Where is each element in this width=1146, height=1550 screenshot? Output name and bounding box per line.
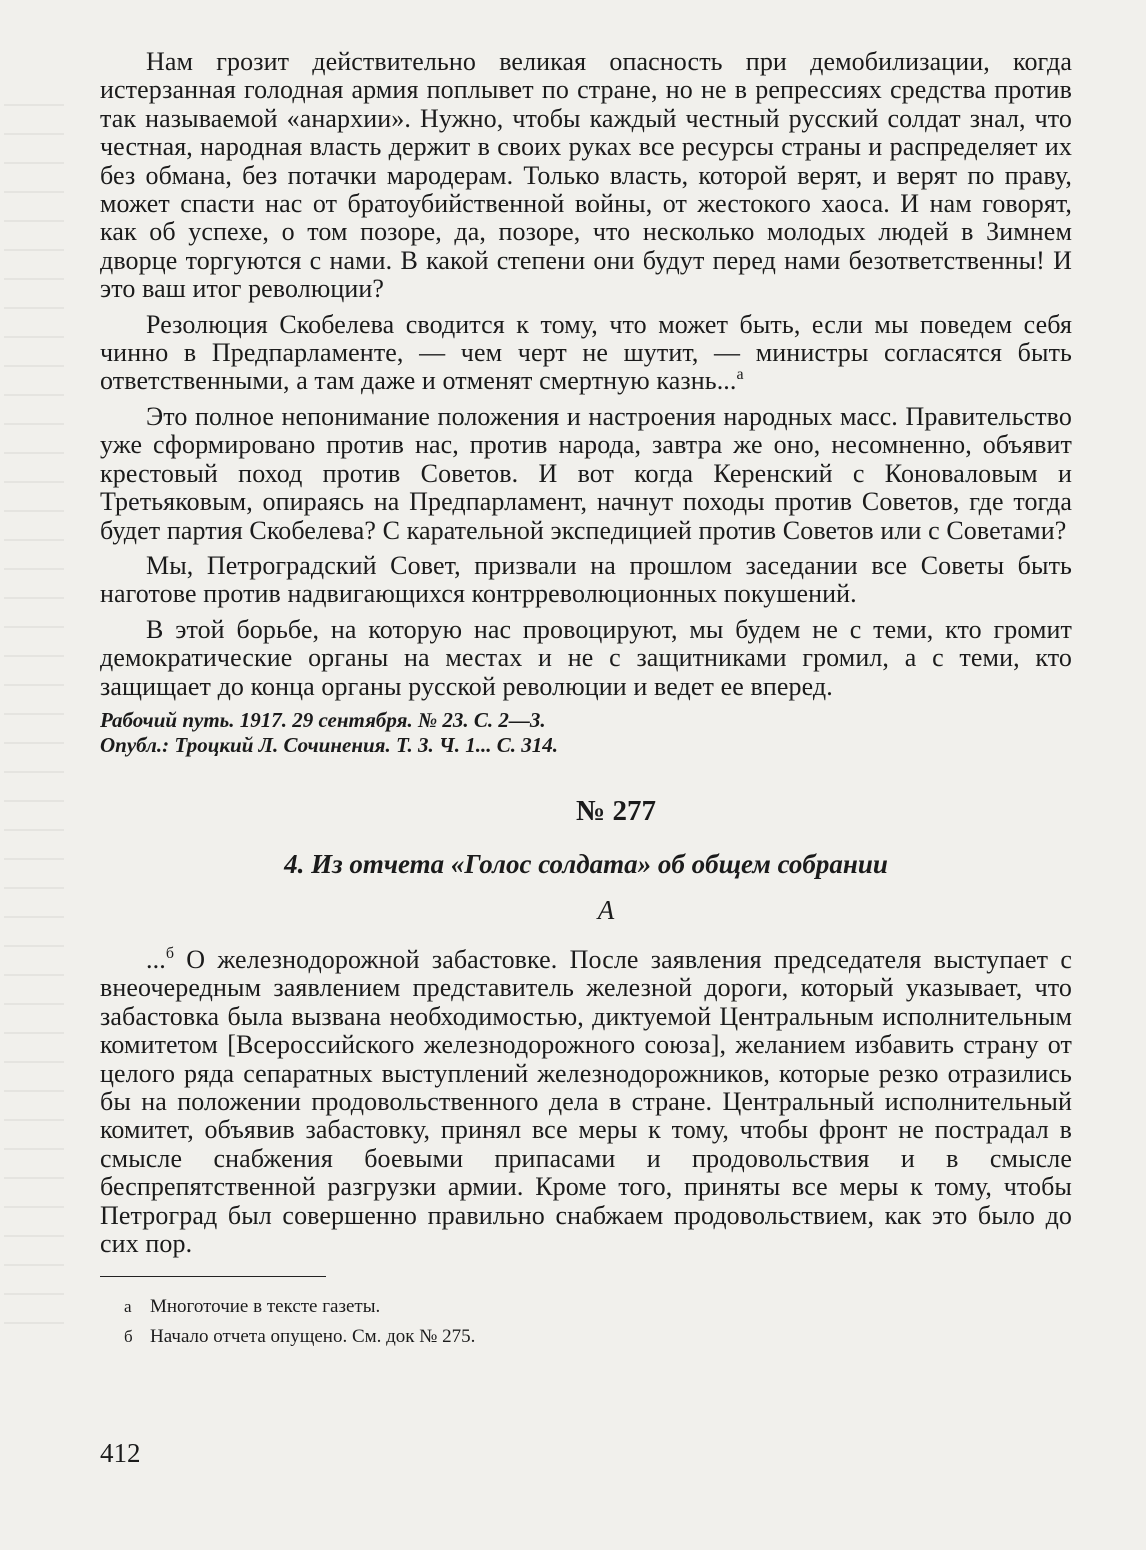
footnote-b: [100, 1325, 1072, 1349]
paragraph-4: Мы, Петроградский Совет, призвали на прошлом заседании все Советы быть наготове против надвигающихся контрреволюционных покушений.: [100, 550, 1072, 609]
source-line-1: Рабочий путь. 1917. 29 сентября. № 23. С. 2—3.: [100, 707, 546, 732]
paragraph-6: ...$^б$ О железнодорожной забастовке. После заявления председателя выступает с внеочередным заявлением представитель железной дороги, который указывает, что забастовка была вызвана необходимостью, диктуемой Центральным исполнительным комитетом [Всероссийского железнодорожного союза], желанием избавить страну от целого ряда сепаратных выступлений железнодорожников, которые резко отразились бы на положении продовольственного дела в стране. Центральный исполнительный комитет, объявив забастовку, принял все меры к тому, чтобы фронт не пострадал в смысле снабжения боевыми припасами и продовольствия и в смысле беспрепятственной разгрузки армии. Кроме того, приняты все меры к тому, чтобы Петроград был совершенно правильно снабжаем продовольствием, как это было до сих пор.: [100, 944, 1072, 1258]
footnote-mark: а: [124, 1297, 132, 1317]
footnote-ref-a: а: [736, 366, 744, 384]
footnote-a: [100, 1295, 1072, 1319]
footnote-text: Многоточие в тексте газеты.: [150, 1296, 381, 1318]
section-body: [100, 946, 1072, 1258]
document-number: № 277: [576, 794, 656, 827]
scan-edge-shadow: [4, 104, 64, 1344]
paragraph-5: В этой борьбе, на которую нас провоцируют, мы будем не с теми, кто громит демократические органы на местах и не с защитниками громил, а с теми, кто защищает до конца органы русской революции и ведет ее вперед.: [100, 614, 1072, 701]
footnote-mark: б: [124, 1327, 133, 1347]
footnotes: [100, 1295, 1072, 1349]
document-page: [100, 48, 1072, 1355]
paragraph-3: Это полное непонимание положения и настроения народных масс. Правительство уже сформировано против нас, против народа, завтра же оно, несомненно, объявит крестовый поход против Советов. И вот когда Керенский с Коноваловым и Третьяковым, опираясь на Предпарламент, начнут походы против Советов, где тогда будет партия Скобелева? С карательной экспедицией против Советов или с Советами?: [100, 401, 1072, 545]
paragraph-1: Нам грозит действительно великая опасность при демобилизации, когда истерзанная голодная армия поплывет по стране, но не в репрессиях средства против так называемой «анархии». Нужно, чтобы каждый честный русский солдат знал, что честная, народная власть держит в своих руках все ресурсы страны и распределяет их без обмана, без потачки мародерам. Только власть, которой верят, и верят по праву, может спасти нас от братоубийственной войны, от жестокого хаоса. И нам говорят, как об успехе, о том позоре, да, позоре, что несколько молодых людей в Зимнем дворце торгуются с нами. В какой степени они будут перед нами безответственны! И это ваш итог революции?: [100, 47, 1072, 304]
section-letter: А: [597, 894, 615, 925]
document-heading: 4. Из отчета «Голос солдата» об общем собрании: [284, 848, 888, 879]
footnote-divider: [100, 1276, 326, 1277]
source-citation: [100, 708, 1072, 758]
source-line-2: Опубл.: Троцкий Л. Сочинения. Т. 3. Ч. 1... С. 314.: [100, 732, 558, 757]
footnote-ref-b: б: [165, 944, 175, 962]
page-number: 412: [100, 1438, 141, 1468]
paragraph-2: Резолюция Скобелева сводится к тому, что может быть, если мы поведем себя чинно в Предпарламенте, — чем черт не шутит, — министры согласятся быть ответственными, а там даже и отменят смертную казнь...$^а$: [100, 309, 1072, 396]
footnote-text: Начало отчета опущено. См. док № 275.: [150, 1326, 476, 1348]
